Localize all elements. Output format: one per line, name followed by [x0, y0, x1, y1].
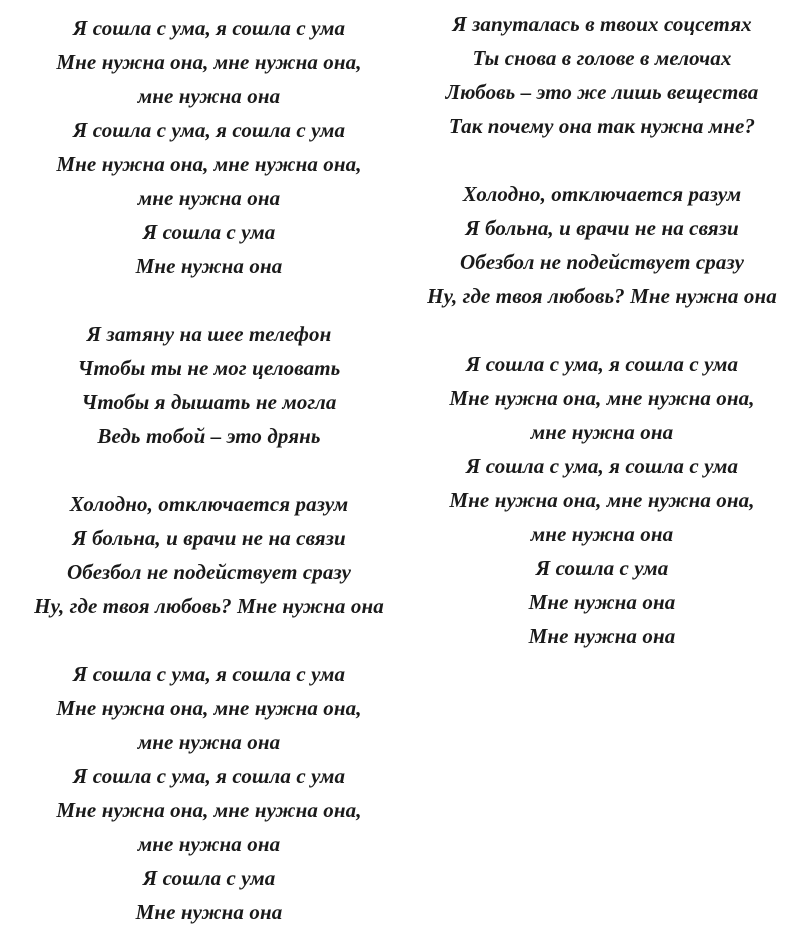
lyric-line: Мне нужна она: [135, 900, 283, 924]
stanza-gap: [0, 623, 418, 657]
lyric-line: Я сошла с ума, я сошла с ума: [465, 454, 739, 478]
lyric-line: Я сошла с ума: [142, 220, 276, 244]
lyrics-column-right: [404, 7, 800, 653]
lyric-line: Ты снова в голове в мелочах: [472, 46, 732, 70]
lyric-line: Чтобы ты не мог целовать: [77, 356, 341, 380]
lyrics-column-left: [0, 11, 418, 929]
lyric-line: Мне нужна она, мне нужна она,: [449, 488, 755, 512]
lyric-line: Холодно, отключается разум: [462, 182, 742, 206]
lyric-line: Я сошла с ума: [142, 866, 276, 890]
lyric-line: Я сошла с ума, я сошла с ума: [465, 352, 739, 376]
lyric-line: Любовь – это же лишь вещества: [445, 80, 759, 104]
stanza-gap: [404, 313, 800, 347]
lyric-line: Обезбол не подействует сразу: [66, 560, 352, 584]
lyric-line: Я затяну на шее телефон: [86, 322, 332, 346]
lyric-line: Я сошла с ума: [535, 556, 669, 580]
stanza-gap: [0, 283, 418, 317]
lyric-line: мне нужна она: [137, 84, 281, 108]
lyric-line: Ну, где твоя любовь? Мне нужна она: [427, 284, 777, 308]
lyric-line: Холодно, отключается разум: [69, 492, 349, 516]
lyric-line: мне нужна она: [137, 186, 281, 210]
stanza-gap: [404, 143, 800, 177]
lyric-line: мне нужна она: [137, 730, 281, 754]
lyric-line: Я сошла с ума, я сошла с ума: [72, 16, 346, 40]
lyric-line: Мне нужна она, мне нужна она,: [56, 798, 362, 822]
lyric-line: Я больна, и врачи не на связи: [72, 526, 346, 550]
lyric-line: Я больна, и врачи не на связи: [465, 216, 739, 240]
lyric-line: Я сошла с ума, я сошла с ума: [72, 118, 346, 142]
lyric-line: Мне нужна она: [135, 254, 283, 278]
lyric-line: Я сошла с ума, я сошла с ума: [72, 662, 346, 686]
lyric-line: Мне нужна она, мне нужна она,: [449, 386, 755, 410]
lyric-line: мне нужна она: [530, 522, 674, 546]
lyric-line: Чтобы я дышать не могла: [81, 390, 337, 414]
lyric-line: Обезбол не подействует сразу: [459, 250, 745, 274]
lyric-line: Мне нужна она, мне нужна она,: [56, 696, 362, 720]
lyric-line: Я запуталась в твоих соцсетях: [452, 12, 752, 36]
lyric-line: Мне нужна она: [528, 590, 676, 614]
lyric-line: Ведь тобой – это дрянь: [97, 424, 321, 448]
stanza-gap: [0, 453, 418, 487]
lyric-line: мне нужна она: [530, 420, 674, 444]
lyric-line: Мне нужна она, мне нужна она,: [56, 50, 362, 74]
lyric-line: Я сошла с ума, я сошла с ума: [72, 764, 346, 788]
lyric-line: Ну, где твоя любовь? Мне нужна она: [34, 594, 384, 618]
lyric-line: Мне нужна она: [528, 624, 676, 648]
lyric-line: Так почему она так нужна мне?: [448, 114, 756, 138]
lyric-line: Мне нужна она, мне нужна она,: [56, 152, 362, 176]
lyric-line: мне нужна она: [137, 832, 281, 856]
